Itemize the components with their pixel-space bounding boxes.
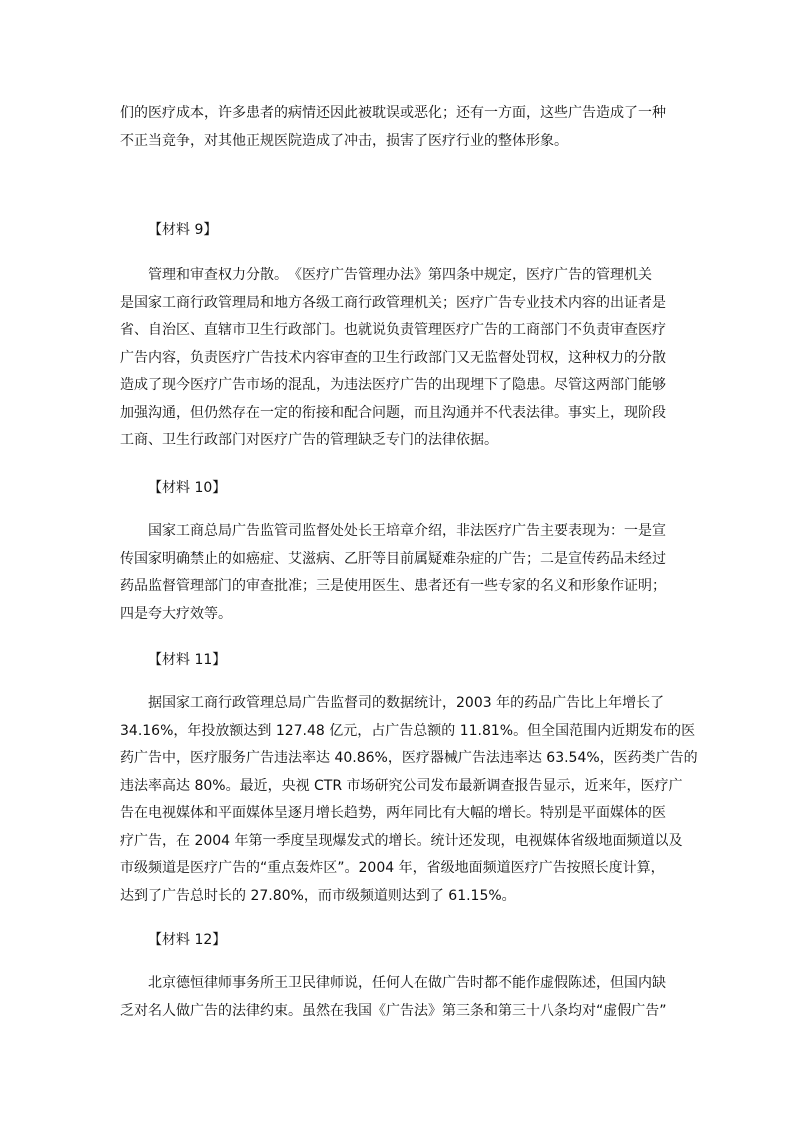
text-line: 四是夸大疗效等。 xyxy=(120,605,232,622)
text-line: 药广告中，医疗服务广告违法率达 40.86%，医疗器械广告法违率达 63.54%，医药类广告的 xyxy=(120,750,698,766)
material-9-heading: 【材料 9】 xyxy=(148,222,218,238)
text-line: 乏对名人做广告的法律约束。虽然在我国《广告法》第三条和第三十八条均对“虚假广告” xyxy=(120,1002,667,1019)
text-line: 药品监督管理部门的审查批准；三是使用医生、患者还有一些专家的名义和形象作证明； xyxy=(120,578,666,594)
material-12-heading: 【材料 12】 xyxy=(148,932,227,948)
text-line: 造成了现今医疗广告市场的混乱，为违法医疗广告的出现埋下了隐患。尽管这两部门能够 xyxy=(120,377,666,393)
text-line: 们的医疗成本，许多患者的病情还因此被耽误或恶化；还有一方面，这些广告造成了一种 xyxy=(120,105,666,121)
material-10-heading: 【材料 10】 xyxy=(148,480,227,496)
text-line: 不正当竞争，对其他正规医院造成了冲击，损害了医疗行业的整体形象。 xyxy=(120,132,568,149)
text-line: 据国家工商行政管理总局广告监督司的数据统计，2003 年的药品广告比上年增长了 xyxy=(120,695,665,711)
text-line: 北京德恒律师事务所王卫民律师说，任何人在做广告时都不能作虚假陈述，但国内缺 xyxy=(120,975,666,991)
text-line: 省、自治区、直辖市卫生行政部门。也就说负责管理医疗广告的工商部门不负责审查医疗 xyxy=(120,322,666,338)
text-line: 传国家明确禁止的如癌症、艾滋病、乙肝等目前属疑难杂症的广告；二是宣传药品未经过 xyxy=(120,550,666,567)
text-line: 告在电视媒体和平面媒体呈逐月增长趋势，两年同比有大幅的增长。特别是平面媒体的医 xyxy=(120,805,666,821)
material-9-paragraph xyxy=(120,262,680,455)
text-line: 达到了广告总时长的 27.80%，而市级频道则达到了 61.15%。 xyxy=(120,887,516,904)
text-line: 加强沟通，但仍然存在一定的衔接和配合问题，而且沟通并不代表法律。事实上，现阶段 xyxy=(120,404,666,421)
material-11-heading: 【材料 11】 xyxy=(148,652,227,668)
material-10-paragraph xyxy=(120,518,680,628)
text-line: 是国家工商行政管理局和地方各级工商行政管理机关；医疗广告专业技术内容的出证者是 xyxy=(120,294,666,311)
text-line: 疗广告，在 2004 年第一季度呈现爆发式的增长。统计还发现，电视媒体省级地面频道以及 xyxy=(120,832,683,849)
text-line: 国家工商总局广告监管司监督处处长王培章介绍，非法医疗广告主要表现为：一是宣 xyxy=(120,523,666,539)
paragraph-continuation xyxy=(120,100,680,155)
text-line: 市级频道是医疗广告的“重点轰炸区”。2004 年，省级地面频道医疗广告按照长度计算， xyxy=(120,860,665,876)
material-12-paragraph xyxy=(120,970,680,1025)
material-11-paragraph xyxy=(120,690,698,910)
text-line: 违法率高达 80%。最近，央视 CTR 市场研究公司发布最新调查报告显示，近来年，医疗广 xyxy=(120,777,683,794)
text-line: 管理和审查权力分散。 《医疗广告管理办法》第四条中规定，医疗广告的管理机关 xyxy=(120,267,652,283)
text-line: 工商、卫生行政部门对医疗广告的管理缺乏专门的法律依据。 xyxy=(120,432,498,448)
text-line: 34.16%，年投放额达到 127.48 亿元，占广告总额的 11.81%。但全国范围内近期发布的医 xyxy=(120,722,696,739)
text-line: 广告内容，负责医疗广告技术内容审查的卫生行政部门又无监督处罚权，这种权力的分散 xyxy=(120,349,666,366)
